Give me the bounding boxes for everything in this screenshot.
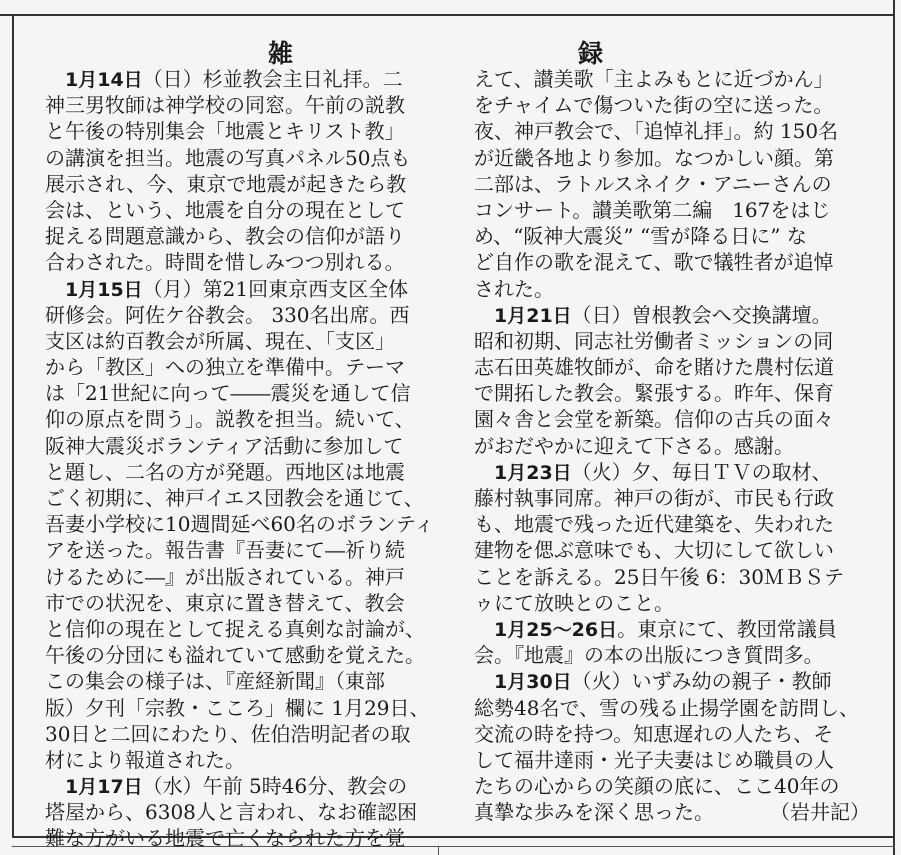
line-text: 夜、神戸教会で、「追悼礼拝」。約 150名 bbox=[474, 119, 839, 144]
text-line bbox=[45, 616, 441, 642]
line-text: 研修会。阿佐ケ谷教会。 330名出席。西 bbox=[45, 302, 410, 327]
text-line bbox=[474, 642, 870, 668]
line-text: この集会の様子は、『産経新聞』（東部 bbox=[45, 669, 385, 694]
line-text: ことを訴える。25日午後 6：30ＭＢＳテ bbox=[474, 564, 844, 589]
line-text: （月）第21回東京西支区全体 bbox=[142, 276, 409, 301]
line-text: の講演を担当。地震の写真パネル50点も bbox=[45, 145, 411, 170]
line-text: 30日と二回にわたり、佐伯浩明記者の取 bbox=[45, 721, 411, 746]
text-line bbox=[45, 590, 441, 616]
entry-date: 1月21日 bbox=[494, 304, 572, 327]
line-text: 版）夕刊「宗教・こころ」欄に 1月29日、 bbox=[45, 695, 430, 720]
text-line bbox=[45, 825, 441, 851]
text-line bbox=[474, 380, 870, 406]
signature: （岩井記） bbox=[770, 800, 870, 825]
line-text: （日）杉並教会主日礼拝。二 bbox=[142, 67, 403, 91]
line-text: 合わされた。時間を惜しみつつ別れる。 bbox=[45, 250, 405, 275]
text-line bbox=[45, 511, 441, 537]
entry-date: 1月15日 bbox=[65, 278, 143, 301]
text-line bbox=[474, 511, 870, 537]
line-text: 会。『地震』の本の出版につき質問多。 bbox=[474, 643, 824, 668]
line-text: たちの心からの笑顔の底に、ここ40年の bbox=[474, 774, 840, 799]
text-line bbox=[474, 171, 870, 197]
text-line bbox=[474, 668, 870, 694]
text-line bbox=[45, 66, 441, 92]
text-line bbox=[45, 485, 441, 511]
text-line bbox=[474, 721, 870, 747]
frame-left-rule bbox=[12, 14, 14, 836]
left-column bbox=[45, 66, 441, 852]
text-line bbox=[474, 799, 870, 825]
text-line bbox=[474, 66, 870, 92]
right-column bbox=[474, 66, 870, 825]
text-line bbox=[45, 380, 441, 406]
text-line bbox=[474, 459, 870, 485]
text-line bbox=[45, 564, 441, 590]
text-line bbox=[45, 433, 441, 459]
text-line bbox=[474, 197, 870, 223]
text-line bbox=[474, 773, 870, 799]
text-line bbox=[474, 354, 870, 380]
line-text: ゥにて放映とのこと。 bbox=[474, 590, 674, 615]
text-line bbox=[474, 249, 870, 275]
line-text: アを送った。報告書『吾妻にて―祈り続 bbox=[45, 538, 405, 563]
line-text: 総勢48名で、雪の残る止揚学園を訪問し、 bbox=[474, 695, 860, 720]
line-text: 藤村執事同席。神戸の街が、市民も行政 bbox=[474, 486, 834, 510]
line-text: で開拓した教会。緊張する。昨年、保育 bbox=[474, 381, 834, 406]
line-text: も、地震で残った近代建築を、失われた bbox=[474, 512, 834, 537]
text-line bbox=[474, 537, 870, 563]
line-text: 建物を偲ぶ意味でも、大切にして欲しい bbox=[474, 538, 834, 563]
line-text: （水）午前 5時46分、教会の bbox=[142, 774, 408, 799]
text-line bbox=[45, 328, 441, 354]
text-line bbox=[474, 616, 870, 642]
text-line bbox=[45, 773, 441, 799]
text-line bbox=[45, 642, 441, 668]
text-line bbox=[45, 721, 441, 747]
line-text: 塔屋から、6308人と言われ、なお確認困 bbox=[45, 800, 418, 825]
text-line bbox=[474, 328, 870, 354]
text-line bbox=[474, 590, 870, 616]
text-line bbox=[45, 799, 441, 825]
line-text: がおだやかに迎えて下さる。感謝。 bbox=[474, 433, 794, 458]
text-line bbox=[45, 406, 441, 432]
line-text: 材により報道された。 bbox=[45, 747, 245, 772]
line-text: と信仰の現在として捉える真剣な討論が、 bbox=[45, 616, 425, 641]
line-text: 志石田英雄牧師が、命を賭けた農村伝道 bbox=[474, 355, 834, 380]
line-text: 昭和初期、同志社労働者ミッションの同 bbox=[474, 328, 834, 353]
text-line bbox=[45, 223, 441, 249]
text-line bbox=[45, 171, 441, 197]
line-text: けるために―』が出版されている。神戸 bbox=[45, 564, 405, 589]
line-text: は「21世紀に向って――震災を通して信 bbox=[45, 381, 411, 406]
line-text: め、“阪神大震災” “雪が降る日に” な bbox=[474, 224, 807, 249]
line-text: ど自作の歌を混えて、歌で犠牲者が追悼 bbox=[474, 250, 834, 275]
line-text: 園々舎と会堂を新築。信仰の古兵の面々 bbox=[474, 407, 834, 432]
text-line bbox=[45, 537, 441, 563]
line-text: （火）いずみ幼の親子・教師 bbox=[571, 669, 832, 694]
line-text: をチャイムで傷ついた街の空に送った。 bbox=[474, 93, 834, 118]
text-line bbox=[45, 302, 441, 328]
text-line bbox=[45, 249, 441, 275]
line-text: から「教区」への独立を準備中。テーマ bbox=[45, 355, 405, 380]
text-line bbox=[45, 118, 441, 144]
line-text: 真摯な歩みを深く思った。 bbox=[474, 800, 714, 825]
text-line bbox=[45, 695, 441, 721]
text-line bbox=[474, 276, 870, 302]
line-text: された。 bbox=[474, 276, 554, 301]
text-line bbox=[474, 564, 870, 590]
entry-date: 1月14日 bbox=[65, 69, 143, 91]
line-text: 神三男牧師は神学校の同窓。午前の説教 bbox=[45, 93, 405, 118]
text-line bbox=[474, 302, 870, 328]
text-line bbox=[474, 118, 870, 144]
text-line bbox=[45, 668, 441, 694]
text-line bbox=[474, 433, 870, 459]
text-line bbox=[45, 276, 441, 302]
text-line bbox=[45, 145, 441, 171]
page-title: 雑 録 bbox=[267, 39, 733, 68]
line-text: 捉える問題意識から、教会の信仰が語り bbox=[45, 224, 405, 249]
text-line bbox=[45, 747, 441, 773]
entry-date: 1月23日 bbox=[494, 461, 572, 484]
line-text: 市での状況を、東京に置き替えて、教会 bbox=[45, 590, 405, 615]
entry-date: 1月30日 bbox=[494, 671, 572, 694]
entry-date: 1月25～26日 bbox=[494, 618, 618, 641]
frame-top-rule bbox=[0, 14, 895, 16]
text-line bbox=[45, 459, 441, 485]
text-line bbox=[474, 92, 870, 118]
line-text: 交流の時を持つ。知恵遅れの人たち、そ bbox=[474, 721, 834, 746]
frame-right-rule bbox=[893, 0, 895, 855]
text-line bbox=[45, 354, 441, 380]
line-text: 仰の原点を問う」。説教を担当。続いて、 bbox=[45, 407, 415, 432]
line-text: 阪神大震災ボランティア活動に参加して bbox=[45, 433, 404, 458]
line-text: 支区は約百教会が所属、現在、「支区」 bbox=[45, 328, 395, 353]
line-text: コンサート。讃美歌第二編 167をはじ bbox=[474, 197, 831, 222]
line-text: ごく初期に、神戸イエス団教会を通じて、 bbox=[45, 486, 424, 510]
text-line bbox=[474, 747, 870, 773]
line-text: して福井達雨・光子夫妻はじめ職員の人 bbox=[474, 747, 834, 772]
text-line bbox=[474, 145, 870, 171]
line-text: えて、讃美歌「主よみもとに近づかん」 bbox=[474, 67, 834, 91]
line-text: 難な方がいる地震で亡くなられた方を覚 bbox=[45, 826, 405, 851]
line-text: 吾妻小学校に10週間延べ60名のボランティ bbox=[45, 512, 435, 537]
line-text: 。東京にて、教団常議員 bbox=[617, 616, 837, 641]
line-text: （火）夕、毎日ＴＶの取材、 bbox=[571, 459, 832, 484]
text-line bbox=[474, 223, 870, 249]
line-text: 会は、という、地震を自分の現在として bbox=[45, 197, 405, 222]
line-text: 展示され、今、東京で地震が起きたら教 bbox=[45, 171, 407, 196]
entry-date: 1月17日 bbox=[65, 776, 143, 799]
line-text: と午後の特別集会「地震とキリスト教」 bbox=[45, 119, 405, 144]
text-line bbox=[474, 406, 870, 432]
text-line bbox=[474, 695, 870, 721]
line-text: と題し、二名の方が発題。西地区は地震 bbox=[45, 459, 405, 484]
text-line bbox=[45, 197, 441, 223]
line-text: が近畿各地より参加。なつかしい顔。第 bbox=[474, 145, 834, 170]
line-text: （日）曽根教会へ交換講壇。 bbox=[571, 302, 832, 327]
line-text: 二部は、ラトルスネイク・アニーさんの bbox=[474, 171, 832, 196]
text-line bbox=[474, 485, 870, 511]
text-line bbox=[45, 92, 441, 118]
line-text: 午後の分団にも溢れていて感動を覚えた。 bbox=[45, 643, 425, 668]
